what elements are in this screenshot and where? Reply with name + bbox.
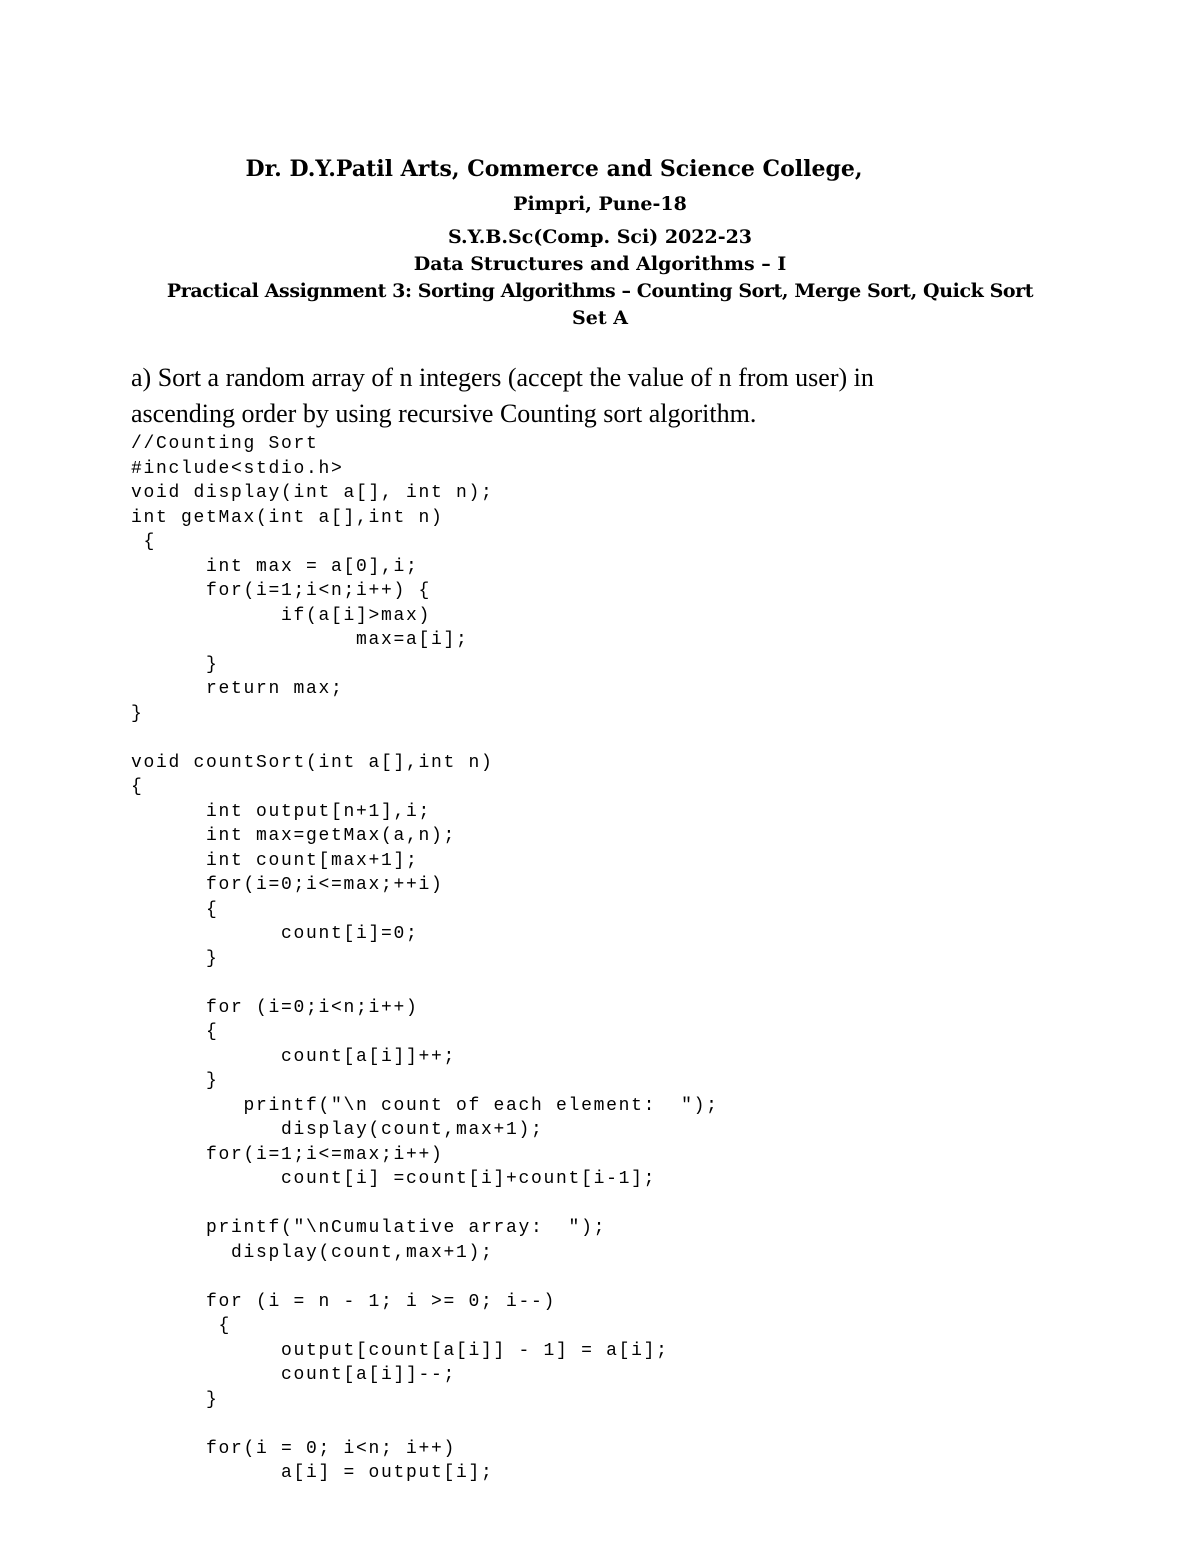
set-heading: Set A xyxy=(572,307,628,329)
code-line: int max=getMax(a,n); xyxy=(131,826,457,846)
code-line: for(i=1;i<=max;i++) xyxy=(131,1144,444,1165)
code-line: //Counting Sort xyxy=(131,434,319,454)
code-line: #include<stdio.h> xyxy=(131,458,344,479)
code-line: } xyxy=(131,948,219,969)
code-line: int max = a[0],i; xyxy=(131,556,419,577)
question-line-1: a) Sort a random array of n integers (accept the value of n from user) in xyxy=(131,363,874,392)
code-line: a[i] = output[i]; xyxy=(131,1463,494,1483)
code-line: for(i=1;i<n;i++) { xyxy=(131,581,432,601)
subject-heading: Data Structures and Algorithms – I xyxy=(413,253,787,275)
code-line: { xyxy=(131,1316,232,1336)
code-line xyxy=(131,971,1131,996)
code-line: count[i] =count[i]+count[i-1]; xyxy=(131,1169,657,1189)
code-line xyxy=(131,1265,1131,1290)
code-line: for (i=0;i<n;i++) xyxy=(131,997,419,1018)
code-line: for (i = n - 1; i >= 0; i--) xyxy=(131,1291,557,1312)
code-line: for(i = 0; i<n; i++) xyxy=(131,1438,457,1459)
class-year-heading: S.Y.B.Sc(Comp. Sci) 2022-23 xyxy=(447,226,753,248)
code-line: int count[max+1]; xyxy=(131,850,419,871)
code-line: count[a[i]]++; xyxy=(131,1046,457,1067)
code-line: void display(int a[], int n); xyxy=(131,483,494,503)
code-line: max=a[i]; xyxy=(131,630,469,650)
code-line xyxy=(131,1192,1131,1217)
code-line: { xyxy=(131,899,219,920)
code-line: if(a[i]>max) xyxy=(131,605,432,626)
code-line: { xyxy=(131,777,144,797)
college-location-heading: Pimpri, Pune-18 xyxy=(513,193,687,215)
code-line: int getMax(int a[],int n) xyxy=(131,507,444,528)
college-name-heading: Dr. D.Y.Patil Arts, Commerce and Science College, xyxy=(245,156,863,182)
code-line: } xyxy=(131,703,144,724)
question-line-2: ascending order by using recursive Counting sort algorithm. xyxy=(131,399,757,428)
code-line: count[a[i]]--; xyxy=(131,1365,457,1385)
code-line: } xyxy=(131,1071,219,1091)
code-line: } xyxy=(131,1389,219,1410)
code-line: printf("\n count of each element: "); xyxy=(131,1095,719,1116)
code-line: output[count[a[i]] - 1] = a[i]; xyxy=(131,1340,669,1361)
code-listing xyxy=(131,432,1131,1486)
code-line: count[i]=0; xyxy=(131,924,419,944)
code-line: int output[n+1],i; xyxy=(131,801,432,822)
code-line: display(count,max+1); xyxy=(131,1120,544,1140)
code-line: return max; xyxy=(131,679,344,699)
code-line xyxy=(131,1412,1131,1437)
code-line: void countSort(int a[],int n) xyxy=(131,752,494,773)
assignment-heading: Practical Assignment 3: Sorting Algorithms – Counting Sort, Merge Sort, Quick Sort xyxy=(166,280,1034,302)
code-line: { xyxy=(131,532,157,552)
code-line: display(count,max+1); xyxy=(131,1242,494,1263)
code-line: { xyxy=(131,1022,219,1042)
question-text xyxy=(131,360,1051,432)
code-line: printf("\nCumulative array: "); xyxy=(131,1218,607,1238)
code-line: for(i=0;i<=max;++i) xyxy=(131,875,444,895)
code-line xyxy=(131,726,1131,751)
code-line: } xyxy=(131,654,219,675)
